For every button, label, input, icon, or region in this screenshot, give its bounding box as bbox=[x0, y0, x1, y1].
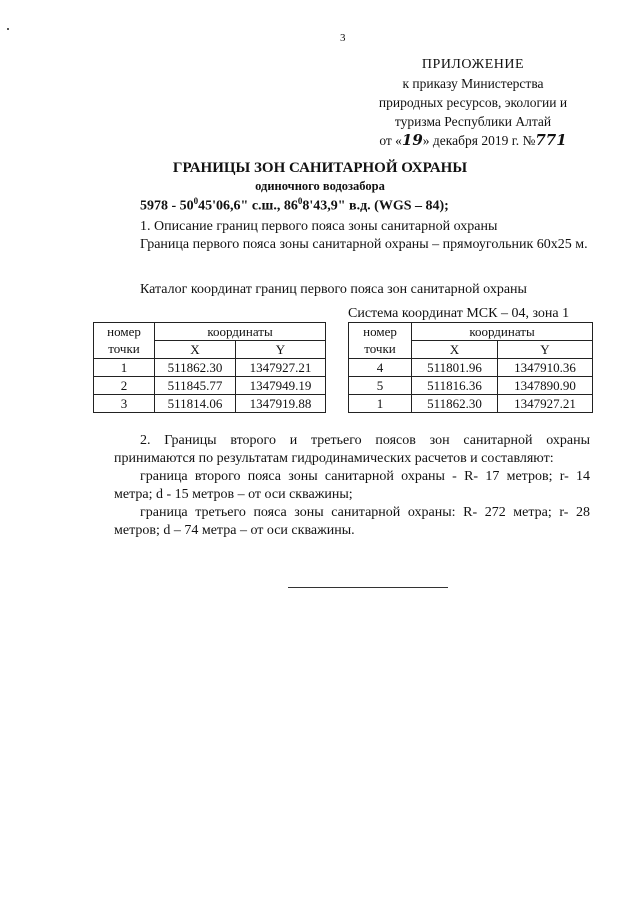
title-sub: одиночного водозабора bbox=[255, 179, 385, 193]
coord-y: 1347910.36 bbox=[498, 359, 593, 377]
lat-rest: 45'06,6" с.ш., 86 bbox=[198, 198, 298, 214]
table-row bbox=[94, 395, 326, 413]
coord-x: 511862.30 bbox=[412, 395, 498, 413]
title-main: ГРАНИЦЫ ЗОН САНИТАРНОЙ ОХРАНЫ bbox=[172, 160, 468, 176]
title-coordinates bbox=[0, 196, 640, 215]
coord-x: 511862.30 bbox=[155, 359, 236, 377]
catalog-caption: Каталог координат границ первого пояса зон санитарной охраны bbox=[140, 282, 527, 297]
header-y: Y bbox=[498, 341, 593, 359]
table-row bbox=[94, 359, 326, 377]
coord-x: 511816.36 bbox=[412, 377, 498, 395]
header-point-1: номер bbox=[94, 323, 155, 341]
appendix-line-2: природных ресурсов, экологии и bbox=[378, 95, 568, 110]
document-title bbox=[0, 160, 640, 215]
table-row bbox=[94, 377, 326, 395]
section1-text: Граница первого пояса зоны санитарной охраны – прямоугольник 60х25 м. bbox=[140, 237, 588, 252]
appendix-date-line bbox=[358, 131, 588, 150]
page-number: 3 bbox=[340, 32, 346, 44]
well-id: 5978 - 50 bbox=[140, 198, 194, 214]
coords-table-right bbox=[348, 322, 593, 413]
header-point-2: точки bbox=[94, 341, 155, 359]
section1-heading: 1. Описание границ первого пояса зоны санитарной охраны bbox=[140, 219, 498, 234]
header-point-2: точки bbox=[349, 341, 412, 359]
lat-degree-sup: 0 bbox=[193, 196, 199, 206]
scan-speck bbox=[7, 28, 9, 30]
table-row bbox=[349, 359, 593, 377]
lon-rest: 8'43,9" в.д. (WGS – 84); bbox=[302, 198, 449, 214]
coord-y: 1347927.21 bbox=[236, 359, 326, 377]
appendix-heading: ПРИЛОЖЕНИЕ bbox=[421, 57, 525, 72]
section2-para3: граница третьего пояса зоны санитарной охраны: R- 272 метра; r- 28 метров; d – 74 метра – от оси скважины. bbox=[114, 505, 590, 538]
coord-y: 1347890.90 bbox=[498, 377, 593, 395]
appendix-line-3: туризма Республики Алтай bbox=[394, 114, 552, 129]
separator-line bbox=[288, 587, 448, 588]
appendix-block bbox=[358, 55, 588, 150]
point-number: 5 bbox=[349, 377, 412, 395]
lon-degree-sup: 0 bbox=[297, 196, 303, 206]
table-row bbox=[349, 395, 593, 413]
coord-x: 511801.96 bbox=[412, 359, 498, 377]
header-coords: координаты bbox=[155, 323, 326, 341]
header-point-1: номер bbox=[349, 323, 412, 341]
point-number: 4 bbox=[349, 359, 412, 377]
point-number: 1 bbox=[349, 395, 412, 413]
coords-table-left bbox=[93, 322, 326, 413]
coord-x: 511845.77 bbox=[155, 377, 236, 395]
header-y: Y bbox=[236, 341, 326, 359]
header-coords: координаты bbox=[412, 323, 593, 341]
coord-y: 1347949.19 bbox=[236, 377, 326, 395]
point-number: 2 bbox=[94, 377, 155, 395]
coord-y: 1347927.21 bbox=[498, 395, 593, 413]
section2-para2: граница второго пояса зоны санитарной охраны - R- 17 метров; r- 14 метра; d - 15 метров – от оси скважины; bbox=[114, 469, 590, 502]
table-row bbox=[349, 377, 593, 395]
coord-y: 1347919.88 bbox=[236, 395, 326, 413]
coordinate-system: Система координат МСК – 04, зона 1 bbox=[348, 306, 570, 321]
coord-x: 511814.06 bbox=[155, 395, 236, 413]
date-middle: » декабря 2019 г. № bbox=[422, 133, 536, 148]
point-number: 1 bbox=[94, 359, 155, 377]
order-number-handwritten: 771 bbox=[535, 131, 567, 149]
header-x: X bbox=[412, 341, 498, 359]
date-prefix: от « bbox=[379, 133, 402, 148]
section2-para1: 2. Границы второго и третьего поясов зон санитарной охраны принимаются по результатам гидродинамических расчетов и составляют: bbox=[114, 433, 590, 466]
point-number: 3 bbox=[94, 395, 155, 413]
date-day-handwritten: 19 bbox=[401, 131, 423, 149]
appendix-line-1: к приказу Министерства bbox=[402, 76, 544, 91]
header-x: X bbox=[155, 341, 236, 359]
